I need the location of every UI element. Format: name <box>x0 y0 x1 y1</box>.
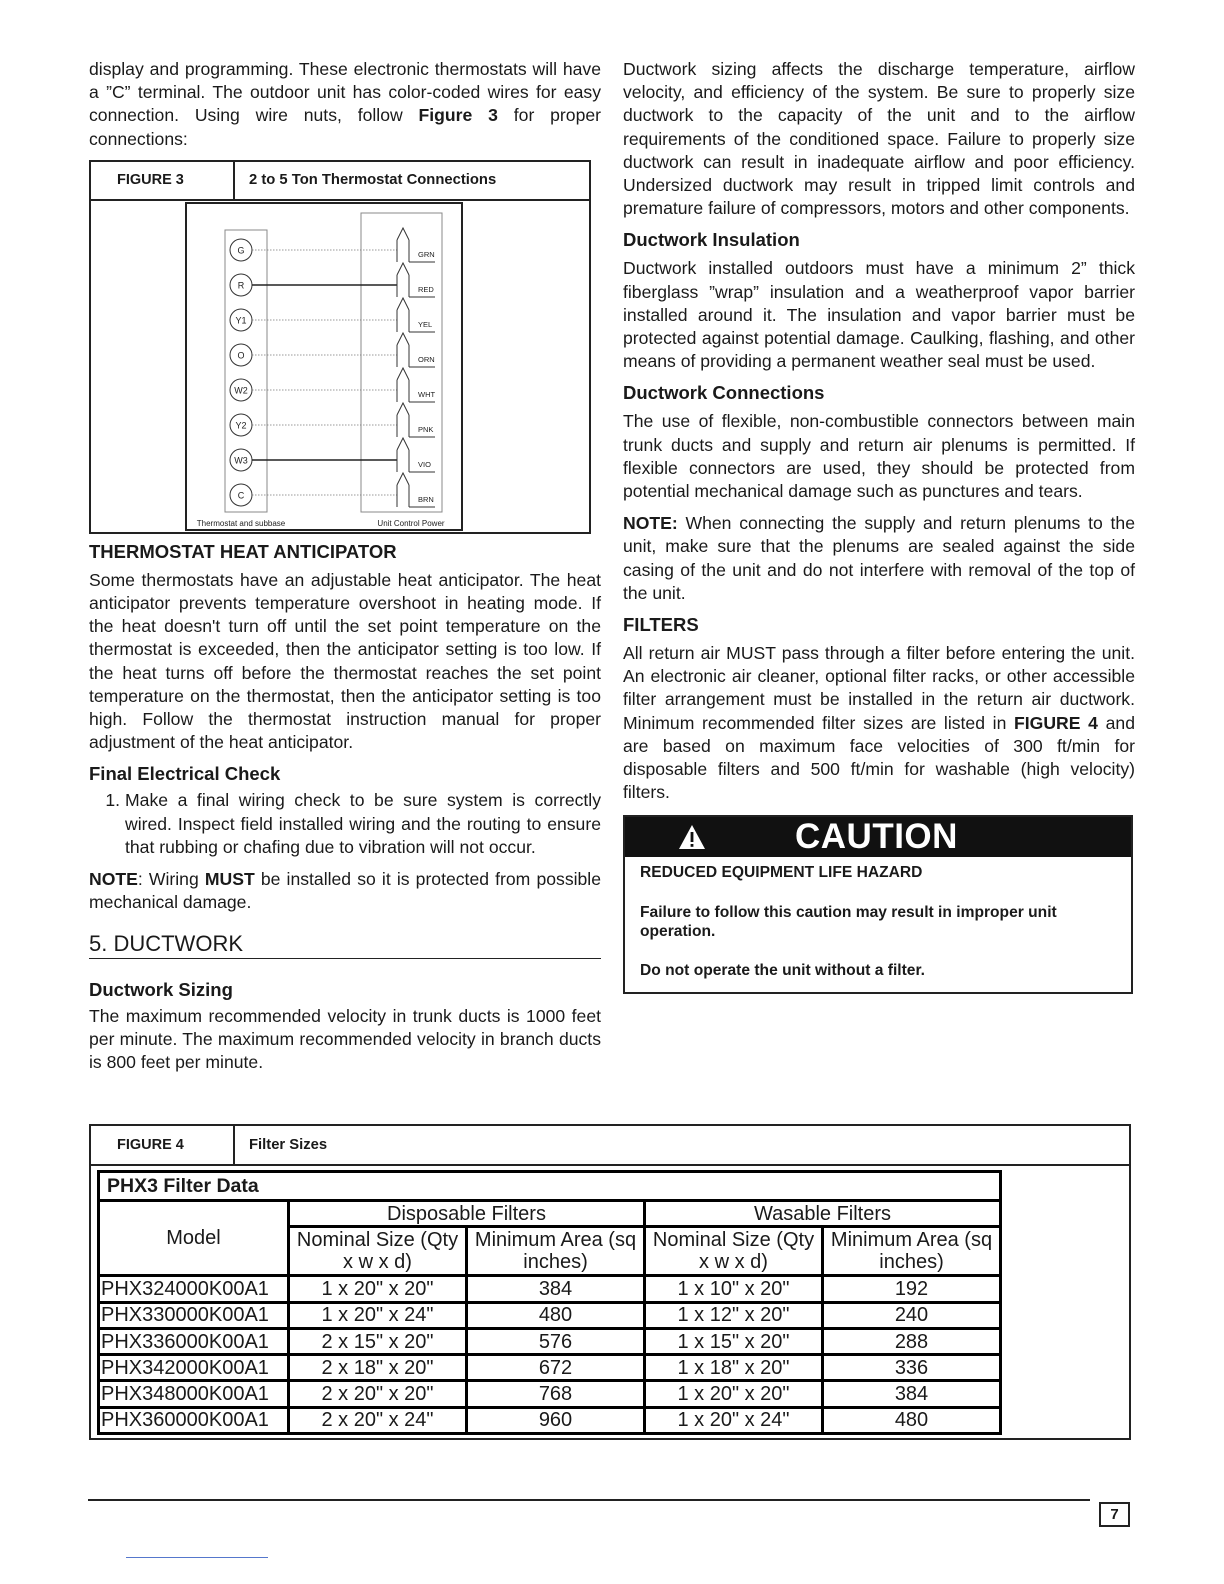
figure-3-title: 2 to 5 Ton Thermostat Connections <box>249 171 497 188</box>
cell-disp-area: 576 <box>467 1328 645 1354</box>
ductwork-section-heading: 5. DUCTWORK <box>89 931 601 959</box>
caution-line-1: Failure to follow this caution may result in improper unit operation. <box>640 903 1057 941</box>
figure-3-reference: Figure 3 <box>418 105 498 126</box>
cell-disp-size: 1 x 20" x 24" <box>289 1302 467 1328</box>
header-line-1: Minimum Area (sq <box>474 1229 637 1252</box>
table-row <box>99 1276 1001 1302</box>
intro-paragraph <box>89 58 601 151</box>
figure-3 <box>89 160 591 534</box>
table-row <box>99 1302 1001 1328</box>
wire-color-label: WHT <box>418 389 436 399</box>
cell-disp-area: 672 <box>467 1355 645 1381</box>
header-line-2: inches) <box>523 1251 588 1274</box>
thermostat-wiring-diagram <box>91 201 589 532</box>
disposable-area-header <box>467 1227 645 1276</box>
cell-model: PHX360000K00A1 <box>99 1407 289 1433</box>
cell-disp-area: 480 <box>467 1302 645 1328</box>
unit-caption: Unit Control Power <box>377 518 445 528</box>
intro-tail: for proper connections: <box>89 105 602 149</box>
header-line-1: Nominal Size (Qty <box>652 1229 815 1252</box>
filters-heading: FILTERS <box>623 614 699 636</box>
ductwork-connections-heading: Ductwork Connections <box>623 382 825 404</box>
note-emphasis: MUST <box>204 869 255 890</box>
wire-color-label: RED <box>418 284 434 294</box>
connector-icon <box>397 368 409 380</box>
filter-data-table <box>97 1170 1002 1435</box>
cell-model: PHX330000K00A1 <box>99 1302 289 1328</box>
caution-body <box>625 857 1131 992</box>
connector-icon <box>397 438 409 450</box>
terminal-label: G <box>237 245 245 256</box>
final-check-text: Make a final wiring check to be sure system is correctly wired. Inspect field installed wiring and the routing to ensure that rubbing or chafing due to vibration will not occur. <box>125 790 601 857</box>
cell-disp-size: 2 x 20" x 24" <box>289 1407 467 1433</box>
footer-rule <box>88 1499 1090 1501</box>
cell-model: PHX348000K00A1 <box>99 1381 289 1407</box>
ductwork-insulation-text: Ductwork installed outdoors must have a minimum 2” thick fiberglass ”wrap” insulation and a weatherproof vapor barrier installed around it. The insulation and vapor barrier must be protected against potential damage. Caulking, flashing, and other means of providing a permanent weather seal must be used. <box>623 258 1135 372</box>
final-check-heading: Final Electrical Check <box>89 763 281 785</box>
figure-3-tag: FIGURE 3 <box>91 162 235 199</box>
figure-3-header <box>91 162 589 201</box>
ductwork-insulation-heading: Ductwork Insulation <box>623 229 800 251</box>
header-line-1: Nominal Size (Qty <box>296 1229 459 1252</box>
cell-wash-area: 240 <box>823 1302 1001 1328</box>
final-check-list-item <box>89 789 601 859</box>
wire-color-label: VIO <box>418 459 431 469</box>
table-row <box>99 1328 1001 1354</box>
cell-disp-area: 384 <box>467 1276 645 1302</box>
cell-model: PHX324000K00A1 <box>99 1276 289 1302</box>
caution-box <box>623 815 1133 994</box>
connector-icon <box>397 228 409 240</box>
table-group-header-row <box>99 1201 1001 1227</box>
disposable-nominal-header <box>289 1227 467 1276</box>
figure-4-header <box>91 1126 1129 1166</box>
warning-triangle-icon <box>677 823 707 851</box>
table-row <box>99 1355 1001 1381</box>
plenum-note <box>623 512 1135 605</box>
table-caption-row <box>99 1172 1001 1201</box>
header-line-2: x w x d) <box>343 1251 412 1274</box>
terminal-label: Y2 <box>235 420 247 431</box>
table-caption: PHX3 Filter Data <box>99 1172 1001 1201</box>
filters-text-b: and are based on maximum face velocities of 300 ft/min for disposable filters and 500 ft/min for washable (high velocity) filters. <box>623 712 1135 803</box>
cell-disp-size: 2 x 20" x 20" <box>289 1381 467 1407</box>
caution-banner <box>625 817 1131 857</box>
washable-header: Wasable Filters <box>645 1201 1001 1227</box>
ductwork-sizing-text: The maximum recommended velocity in trunk ducts is 1000 feet per minute. The maximum recommended velocity in branch ducts is 800 feet per minute. <box>89 1005 601 1073</box>
connector-icon <box>397 333 409 345</box>
connector-icon <box>397 473 409 485</box>
disposable-header: Disposable Filters <box>289 1201 645 1227</box>
ductwork-connections-text: The use of flexible, non-combustible connectors between main trunk ducts and supply and return air plenums is permitted. If flexible connectors are used, they should be protected from potential mechanical damage such as punctures and tears. <box>623 411 1135 502</box>
terminal-label: W2 <box>234 385 248 396</box>
heat-anticipator-text: Some thermostats have an adjustable heat anticipator. The heat anticipator prevents temperature overshoot in heating mode. If the heat doesn't turn off until the set point temperature on the thermostat is exceeded, then the anticipator setting is too low. If the heat turns off before the thermostat reaches the set point temperature on the thermostat, then the anticipator setting is too high. Follow the thermostat instruction manual for proper adjustment of the heat anticipator. <box>89 569 601 753</box>
cell-model: PHX342000K00A1 <box>99 1355 289 1381</box>
cell-disp-size: 1 x 20" x 20" <box>289 1276 467 1302</box>
caution-hazard: REDUCED EQUIPMENT LIFE HAZARD <box>640 864 923 882</box>
terminal-label: C <box>237 490 245 501</box>
cell-disp-area: 768 <box>467 1381 645 1407</box>
cell-wash-area: 480 <box>823 1407 1001 1433</box>
table-row <box>99 1381 1001 1407</box>
figure-4 <box>89 1124 1131 1440</box>
ductwork-sizing-continued: Ductwork sizing affects the discharge temperature, airflow velocity, and efficiency of the system. Be sure to properly size ductwork to the capacity of the unit and to the airflow requirements of the conditioned space. Failure to properly size ductwork can result in inadequate airflow and poor efficiency. Undersized ductwork may result in tripped limit controls and premature failure of compressors, motors and other components. <box>623 59 1135 219</box>
filters-text <box>623 642 1135 804</box>
wire-rows <box>230 228 435 507</box>
connector-icon <box>397 263 409 275</box>
figure-4-title: Filter Sizes <box>249 1137 328 1153</box>
header-line-2: inches) <box>879 1251 944 1274</box>
filters-text-a: All return air MUST pass through a filter before entering the unit. An electronic air cleaner, optional filter racks, or other accessible filter arrangement must be installed in the return air ductwork. Minimum recommended filter sizes are listed in <box>623 643 1135 733</box>
terminal-label: Y1 <box>235 315 247 326</box>
header-line-2: x w x d) <box>699 1251 768 1274</box>
wire-color-label: PNK <box>418 424 434 434</box>
cell-model: PHX336000K00A1 <box>99 1328 289 1354</box>
wire-color-label: ORN <box>418 354 435 364</box>
wire-color-label: GRN <box>418 249 435 259</box>
cell-wash-size: 1 x 18" x 20" <box>645 1355 823 1381</box>
thermostat-caption: Thermostat and subbase <box>196 518 286 528</box>
intro-text: display and programming. These electronic thermostats will have a ”C” terminal. The outdoor unit has color-coded wires for easy connection. Using wire nuts, follow <box>89 59 601 126</box>
connector-icon <box>397 403 409 415</box>
page-number: 7 <box>1099 1502 1130 1527</box>
right-column <box>623 58 1135 994</box>
terminal-label: R <box>237 280 245 291</box>
cell-wash-size: 1 x 20" x 24" <box>645 1407 823 1433</box>
terminal-label: W3 <box>234 455 248 466</box>
cell-disp-size: 2 x 15" x 20" <box>289 1328 467 1354</box>
washable-nominal-header <box>645 1227 823 1276</box>
note-label: NOTE <box>89 869 138 890</box>
table-row <box>99 1407 1001 1433</box>
connector-icon <box>397 298 409 310</box>
bottom-link-line <box>126 1557 268 1558</box>
note-label: NOTE: <box>623 513 678 534</box>
model-header: Model <box>99 1201 289 1276</box>
cell-wash-area: 384 <box>823 1381 1001 1407</box>
cell-wash-size: 1 x 10" x 20" <box>645 1276 823 1302</box>
washable-area-header <box>823 1227 1001 1276</box>
cell-wash-area: 336 <box>823 1355 1001 1381</box>
cell-wash-size: 1 x 12" x 20" <box>645 1302 823 1328</box>
note-text: be installed so it is protected from possible mechanical damage. <box>89 869 601 913</box>
wiring-note <box>89 868 601 914</box>
cell-wash-size: 1 x 20" x 20" <box>645 1381 823 1407</box>
wire-color-label: BRN <box>418 494 434 504</box>
caution-line-2: Do not operate the unit without a filter. <box>640 961 926 979</box>
heat-anticipator-heading: THERMOSTAT HEAT ANTICIPATOR <box>89 540 397 562</box>
header-line-1: Minimum Area (sq <box>830 1229 993 1252</box>
note-text: When connecting the supply and return plenums to the unit, make sure that the plenums are sealed against the side casing of the unit and do not interfere with removal of the top of the unit. <box>623 513 1135 603</box>
caution-title: CAUTION <box>795 817 958 857</box>
ductwork-sizing-heading: Ductwork Sizing <box>89 978 233 1000</box>
cell-wash-size: 1 x 15" x 20" <box>645 1328 823 1354</box>
terminal-label: O <box>237 350 245 361</box>
figure-4-reference: FIGURE 4 <box>1014 712 1098 733</box>
list-number: 1. <box>105 790 120 811</box>
cell-disp-size: 2 x 18" x 20" <box>289 1355 467 1381</box>
left-column <box>89 58 601 1074</box>
wire-color-label: YEL <box>418 319 433 329</box>
cell-wash-area: 192 <box>823 1276 1001 1302</box>
cell-disp-area: 960 <box>467 1407 645 1433</box>
cell-wash-area: 288 <box>823 1328 1001 1354</box>
figure-4-tag: FIGURE 4 <box>91 1126 235 1164</box>
note-colon: : Wiring <box>137 869 205 890</box>
